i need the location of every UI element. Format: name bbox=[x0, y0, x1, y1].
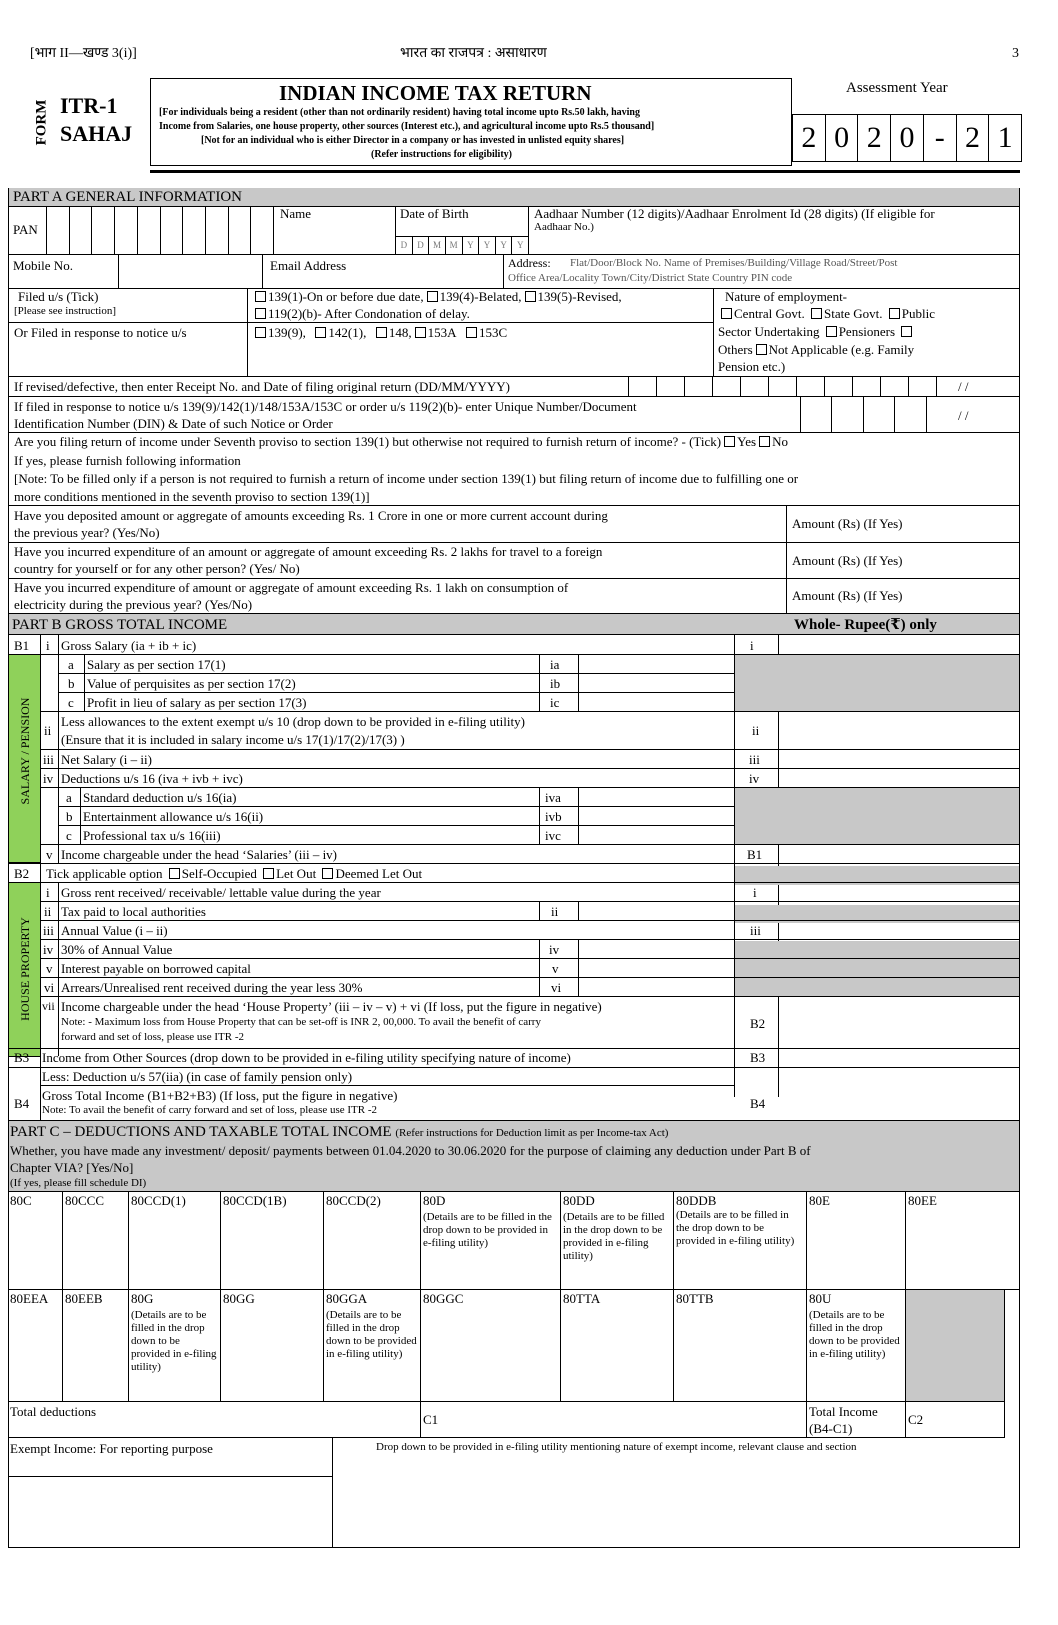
part-c-question-2: Chapter VIA? [Yes/No] bbox=[10, 1160, 134, 1175]
ded-80gga: 80GGA bbox=[326, 1291, 368, 1306]
checkbox-139-1[interactable] bbox=[255, 291, 266, 302]
amount-label-3: Amount (Rs) (If Yes) bbox=[792, 588, 903, 603]
col-ref: i bbox=[750, 638, 754, 653]
checkbox-public[interactable] bbox=[889, 308, 900, 319]
total-deductions-input[interactable] bbox=[440, 1402, 805, 1436]
ded-80ccc: 80CCC bbox=[65, 1193, 105, 1208]
ay-digit: 2 bbox=[793, 115, 826, 161]
perquisites-17-2: Value of perquisites as per section 17(2) bbox=[87, 676, 296, 691]
row-num: ii bbox=[44, 723, 52, 738]
total-deductions-label: Total deductions bbox=[10, 1404, 97, 1419]
row-num: a bbox=[68, 657, 74, 672]
checkbox-seventh-no[interactable] bbox=[759, 436, 770, 447]
header-rule bbox=[150, 170, 1020, 173]
electricity-q1: Have you incurred expenditure of amount or aggregate of amount exceeding Rs. 1 lakh on consumption of bbox=[14, 580, 569, 595]
gross-rent-input[interactable] bbox=[779, 883, 1018, 900]
gazette-part: [भाग II—खण्ड 3(i)] bbox=[30, 46, 137, 61]
checkbox-119-2b[interactable] bbox=[255, 308, 266, 319]
ded-80dd-note: (Details are to be filled in the drop down to be provided in e-filing utility) bbox=[563, 1211, 665, 1262]
interest-borrowed-input[interactable] bbox=[579, 959, 734, 976]
ded-80g: 80G bbox=[131, 1291, 154, 1306]
gross-salary-input[interactable] bbox=[779, 636, 1018, 653]
row-num: i bbox=[46, 638, 50, 653]
salary-17-1-input[interactable] bbox=[579, 655, 734, 672]
checkbox-139-4[interactable] bbox=[427, 291, 438, 302]
ay-digit: 0 bbox=[826, 115, 859, 161]
total-income-formula: (B4-C1) bbox=[809, 1421, 853, 1436]
name-label: Name bbox=[280, 206, 312, 221]
entertainment-allowance: Entertainment allowance u/s 16(ii) bbox=[83, 809, 264, 824]
b2-label: B2 bbox=[14, 866, 30, 881]
seventh-proviso-if-yes: If yes, please furnish following information bbox=[14, 453, 241, 468]
col-ref: B3 bbox=[750, 1050, 766, 1065]
profit-17-3: Profit in lieu of salary as per section 17(3) bbox=[87, 695, 307, 710]
salary-side-label: SALARY / PENSION bbox=[9, 654, 40, 863]
form-desc-1: [For individuals being a resident (other than not ordinarily resident) having total income upto Rs.50 lakh, having bbox=[159, 107, 640, 118]
notice-label: Or Filed in response to notice u/s bbox=[14, 325, 187, 340]
ded-80gg: 80GG bbox=[223, 1291, 255, 1306]
income-other-sources-input[interactable] bbox=[779, 1049, 1018, 1066]
address-label: Address: bbox=[508, 256, 551, 270]
row-num: b bbox=[68, 676, 75, 691]
ded-80e: 80E bbox=[809, 1193, 830, 1208]
gross-salary: Gross Salary (ia + ib + ic) bbox=[61, 638, 197, 653]
checkbox-139-9[interactable] bbox=[255, 327, 266, 338]
pan-input[interactable] bbox=[46, 206, 274, 254]
net-salary-input[interactable] bbox=[779, 750, 1018, 767]
checkbox-139-5[interactable] bbox=[525, 291, 536, 302]
grey-area-house-sub bbox=[735, 941, 1019, 997]
part-a-title: PART A GENERAL INFORMATION bbox=[13, 189, 242, 205]
row-num: i bbox=[46, 885, 50, 900]
income-other-sources: Income from Other Sources (drop down to be provided in e-filing utility specifying nature of income) bbox=[42, 1050, 571, 1065]
ded-80tta: 80TTA bbox=[563, 1291, 601, 1306]
checkbox-let-out[interactable] bbox=[263, 868, 274, 879]
form-header bbox=[30, 78, 1020, 164]
row-num: iii bbox=[43, 923, 54, 938]
part-a-header bbox=[9, 188, 1019, 207]
row-num: iv bbox=[43, 771, 54, 786]
gross-rent: Gross rent received/ receivable/ lettable value during the year bbox=[61, 885, 381, 900]
current-account-q2: the previous year? (Yes/No) bbox=[14, 525, 160, 540]
notice-row-2: Identification Number (DIN) & Date of such Notice or Order bbox=[14, 416, 333, 431]
income-salaries-input[interactable] bbox=[779, 845, 1018, 862]
pan-label: PAN bbox=[13, 222, 38, 237]
ay-digit: 1 bbox=[997, 121, 1013, 154]
house-property-note-2: forward and set of loss, please use ITR -2 bbox=[61, 1031, 244, 1043]
entertainment-allowance-input[interactable] bbox=[579, 807, 734, 824]
employment-options-2: Sector Undertaking Pensioners bbox=[718, 324, 914, 339]
notice-date-sep: / / bbox=[958, 408, 969, 423]
row-num: a bbox=[66, 790, 72, 805]
row-num: iii bbox=[43, 752, 54, 767]
checkbox-142-1[interactable] bbox=[315, 327, 326, 338]
b1-label: B1 bbox=[14, 638, 30, 653]
col-ref: ia bbox=[550, 657, 560, 672]
less-allowances-note: (Ensure that it is included in salary income u/s 17(1)/17(2)/17(3) ) bbox=[61, 732, 405, 747]
house-side-label: HOUSE PROPERTY bbox=[9, 882, 40, 1057]
exempt-income-label: Exempt Income: For reporting purpose bbox=[10, 1441, 213, 1456]
profit-17-3-input[interactable] bbox=[579, 693, 734, 710]
annual-value-input[interactable] bbox=[779, 921, 1018, 938]
row-num: v bbox=[46, 847, 53, 862]
ay-digit: 2 bbox=[858, 115, 891, 161]
ay-digit: 2 bbox=[957, 115, 990, 161]
gross-total-note: Note: To avail the benefit of carry forward and set of loss, please use ITR -2 bbox=[42, 1104, 378, 1116]
ded-80ddb-note: (Details are to be filled in the drop down to be provided in e-filing utility) bbox=[676, 1209, 795, 1247]
title-box bbox=[150, 78, 792, 166]
col-ref: iii bbox=[749, 752, 760, 767]
ded-80dd: 80DD bbox=[563, 1193, 595, 1208]
b4-label: B4 bbox=[14, 1096, 30, 1111]
filed-us-label: Filed u/s (Tick) bbox=[18, 289, 99, 304]
row-num: b bbox=[66, 809, 73, 824]
gross-total-income: Gross Total Income (B1+B2+B3) (If loss, put the figure in negative) bbox=[42, 1088, 398, 1103]
aadhaar-label-2: Aadhaar No.) bbox=[534, 221, 594, 233]
ded-80c: 80C bbox=[10, 1193, 32, 1208]
foreign-travel-q2: country for yourself or for any other person? (Yes/ No) bbox=[14, 561, 300, 576]
col-ref: ii bbox=[551, 904, 559, 919]
arrears-rent-input[interactable] bbox=[579, 978, 734, 995]
exempt-income-dropdown[interactable] bbox=[334, 1456, 1018, 1546]
b3-label: B3 bbox=[14, 1050, 30, 1065]
ded-80g-note: (Details are to be filled in the drop down to be provided in e-filing utility) bbox=[131, 1309, 217, 1373]
ded-80ccd2: 80CCD(2) bbox=[326, 1193, 381, 1208]
deductions-16: Deductions u/s 16 (iva + ivb + ivc) bbox=[61, 771, 243, 786]
mobile-label: Mobile No. bbox=[13, 258, 73, 273]
thirty-percent-av-input[interactable] bbox=[579, 940, 734, 957]
income-salaries: Income chargeable under the head ‘Salaries’ (iii – iv) bbox=[61, 847, 338, 862]
ded-80d: 80D bbox=[423, 1193, 446, 1208]
c1-label: C1 bbox=[423, 1412, 439, 1427]
col-ref: ivb bbox=[545, 809, 562, 824]
part-c-title: PART C – DEDUCTIONS AND TAXABLE TOTAL INCOME (Refer instructions for Deduction limit as per Income-tax Act) bbox=[10, 1124, 669, 1140]
ded-80ttb: 80TTB bbox=[676, 1291, 714, 1306]
seventh-proviso-q: Are you filing return of income under Seventh proviso to section 139(1) but otherwise not required to furnish return of income? - (Tick) Yes No bbox=[14, 434, 788, 449]
form-desc-2: Income from Salaries, one house property, other sources (Interest etc.), and agricultural income upto Rs.5 thousand] bbox=[159, 121, 655, 132]
filed-us-options-2: 119(2)(b)- After Condonation of delay. bbox=[252, 306, 470, 321]
checkbox-153a[interactable] bbox=[415, 327, 426, 338]
ded-80gga-note: (Details are to be filled in the drop down to be provided in e-filing utility) bbox=[326, 1309, 417, 1360]
net-salary: Net Salary (i – ii) bbox=[61, 752, 152, 767]
col-ref: ic bbox=[550, 695, 560, 710]
electricity-q2: electricity during the previous year? (Yes/No) bbox=[14, 597, 253, 612]
ded-80ddb: 80DDB bbox=[676, 1193, 717, 1208]
col-ref: iv bbox=[749, 771, 760, 786]
total-income-label: Total Income bbox=[809, 1404, 878, 1419]
form-title: INDIAN INCOME TAX RETURN bbox=[279, 81, 592, 105]
ded-80eeb: 80EEB bbox=[65, 1291, 103, 1306]
form-desc-4: (Refer instructions for eligibility) bbox=[371, 149, 512, 160]
tax-paid-local-input[interactable] bbox=[579, 902, 734, 919]
dob-label: Date of Birth bbox=[400, 206, 469, 221]
ded-80ggc: 80GGC bbox=[423, 1291, 464, 1306]
col-ref: i bbox=[753, 885, 757, 900]
row-num: c bbox=[68, 695, 74, 710]
arrears-rent: Arrears/Unrealised rent received during the year less 30% bbox=[61, 980, 363, 995]
checkbox-not-applicable[interactable] bbox=[756, 344, 767, 355]
house-property-note-1: Note: - Maximum loss from House Property that can be set-off is INR 2, 00,000. To avail the benefit of carry bbox=[61, 1016, 541, 1028]
employment-label: Nature of employment- bbox=[725, 289, 848, 304]
checkbox-pensioners[interactable] bbox=[826, 326, 837, 337]
col-ref: ii bbox=[752, 723, 760, 738]
professional-tax-input[interactable] bbox=[579, 826, 734, 843]
ded-80ccd1b: 80CCD(1B) bbox=[223, 1193, 287, 1208]
part-b-title: PART B GROSS TOTAL INCOME bbox=[12, 617, 228, 633]
employment-options-4: Pension etc.) bbox=[718, 359, 786, 374]
income-house-property: Income chargeable under the head ‘House Property’ (iii – iv – v) + vi (If loss, put the figure in negative) bbox=[61, 999, 602, 1014]
gross-total-income-input[interactable] bbox=[779, 1086, 1018, 1119]
c2-label: C2 bbox=[908, 1412, 924, 1427]
grey-area-salary-sub bbox=[735, 655, 1019, 711]
col-ref: v bbox=[552, 961, 559, 976]
col-ref: iii bbox=[750, 923, 761, 938]
email-label: Email Address bbox=[270, 258, 347, 273]
checkbox-self-occupied[interactable] bbox=[169, 868, 180, 879]
col-ref: iva bbox=[545, 790, 561, 805]
part-c-header bbox=[9, 1121, 1019, 1191]
standard-deduction-input[interactable] bbox=[579, 788, 734, 805]
col-ref: B1 bbox=[747, 847, 763, 862]
gazette-title: भारत का राजपत्र : असाधारण bbox=[400, 46, 547, 61]
checkbox-deemed-let-out[interactable] bbox=[322, 868, 333, 879]
row-num: iv bbox=[43, 942, 54, 957]
form-name-itr1: ITR-1 bbox=[60, 93, 118, 118]
form-label: FORM bbox=[33, 99, 50, 146]
ded-80ccd1: 80CCD(1) bbox=[131, 1193, 186, 1208]
col-ref: B2 bbox=[750, 1016, 766, 1031]
foreign-travel-q1: Have you incurred expenditure of an amount or aggregate of amount exceeding Rs. 2 lakhs for travel to a foreign bbox=[14, 544, 603, 559]
address-fields-1: Flat/Door/Block No. Name of Premises/Building/Village Road/Street/Post bbox=[570, 257, 898, 269]
filed-us-note: [Please see instruction] bbox=[14, 305, 117, 317]
checkbox-others-hidden[interactable] bbox=[901, 326, 912, 337]
ded-80u: 80U bbox=[809, 1291, 832, 1306]
notice-din-input[interactable] bbox=[800, 396, 1018, 432]
checkbox-state-govt[interactable] bbox=[811, 308, 822, 319]
col-ref: ivc bbox=[545, 828, 561, 843]
row-num: vi bbox=[44, 980, 55, 995]
perquisites-17-2-input[interactable] bbox=[579, 674, 734, 691]
part-c-question-3: (If yes, please fill schedule DI) bbox=[10, 1177, 147, 1189]
deduction-57: Less: Deduction u/s 57(iia) (in case of family pension only) bbox=[42, 1069, 353, 1084]
employment-options-1: Central Govt. State Govt. Public bbox=[718, 306, 935, 321]
ded-80eea: 80EEA bbox=[10, 1291, 49, 1306]
employment-options-3: Others Not Applicable (e.g. Family bbox=[718, 342, 915, 357]
col-ref: B4 bbox=[750, 1096, 766, 1111]
ay-digit: - bbox=[924, 115, 957, 161]
row-num: v bbox=[46, 961, 53, 976]
dob-input[interactable]: D D M M Y Y Y Y bbox=[396, 236, 528, 254]
checkbox-148[interactable] bbox=[376, 327, 387, 338]
checkbox-central-govt[interactable] bbox=[721, 308, 732, 319]
filed-us-options: 139(1)-On or before due date, 139(4)-Belated, 139(5)-Revised, bbox=[252, 289, 622, 304]
total-income-input[interactable] bbox=[926, 1402, 1004, 1436]
salary-17-1: Salary as per section 17(1) bbox=[87, 657, 226, 672]
professional-tax: Professional tax u/s 16(iii) bbox=[83, 828, 221, 843]
annual-value: Annual Value (i – ii) bbox=[61, 923, 168, 938]
assessment-year-box bbox=[792, 114, 1022, 162]
less-allowances: Less allowances to the extent exempt u/s 10 (drop down to be provided in e-filing utility) bbox=[61, 714, 525, 729]
deductions-16-input[interactable] bbox=[779, 769, 1018, 786]
interest-borrowed: Interest payable on borrowed capital bbox=[61, 961, 251, 976]
col-ref: iv bbox=[549, 942, 560, 957]
ay-digit: 0 bbox=[891, 115, 924, 161]
col-ref: ib bbox=[550, 676, 561, 691]
income-house-property-input[interactable] bbox=[779, 997, 1018, 1047]
page-number: 3 bbox=[1012, 46, 1019, 61]
address-fields-2: Office Area/Locality Town/City/District State Country PIN code bbox=[508, 272, 793, 284]
tax-paid-local: Tax paid to local authorities bbox=[61, 904, 206, 919]
form-desc-3: [Not for an individual who is either Director in a company or has invested in unlisted equity shares] bbox=[201, 135, 625, 146]
current-account-q1: Have you deposited amount or aggregate of amounts exceeding Rs. 1 Crore in one or more current account during bbox=[14, 508, 608, 523]
rupee-note: Whole- Rupee(₹) only bbox=[794, 617, 937, 633]
grey-area-deduction-sub bbox=[735, 788, 1019, 844]
amount-label-1: Amount (Rs) (If Yes) bbox=[792, 516, 903, 531]
notice-options: 139(9), 142(1), 148, 153A 153C bbox=[252, 325, 507, 340]
checkbox-seventh-yes[interactable] bbox=[724, 436, 735, 447]
row-num: c bbox=[66, 828, 72, 843]
standard-deduction: Standard deduction u/s 16(ia) bbox=[83, 790, 237, 805]
checkbox-153c[interactable] bbox=[466, 327, 477, 338]
notice-row-1: If filed in response to notice u/s 139(9)/142(1)/148/153A/153C or order u/s 119(2)(b)- enter Unique Number/Document bbox=[14, 399, 637, 414]
form-name-sahaj: SAHAJ bbox=[60, 121, 133, 146]
aadhaar-label: Aadhaar Number (12 digits)/Aadhaar Enrolment Id (28 digits) (If eligible for bbox=[534, 206, 935, 221]
less-allowances-input[interactable] bbox=[779, 712, 1018, 748]
exempt-income-note: Drop down to be provided in e-filing utility mentioning nature of exempt income, relevant clause and section bbox=[376, 1441, 857, 1453]
amount-label-2: Amount (Rs) (If Yes) bbox=[792, 553, 903, 568]
part-b-header bbox=[9, 613, 1019, 635]
seventh-proviso-note-1: [Note: To be filled only if a person is not required to furnish a return of income under section 139(1) but filing return of income due to fulfilling one or bbox=[14, 471, 799, 486]
ded-80d-note: (Details are to be filled in the drop down to be provided in e-filing utility) bbox=[423, 1211, 552, 1249]
ded-80ee: 80EE bbox=[908, 1193, 937, 1208]
tick-applicable-option: Tick applicable option Self-Occupied Let Out Deemed Let Out bbox=[46, 866, 423, 881]
thirty-percent-av: 30% of Annual Value bbox=[61, 942, 173, 957]
revised-label: If revised/defective, then enter Receipt No. and Date of filing original return (DD/MM/YYYY) bbox=[14, 379, 511, 394]
ded-80u-note: (Details are to be filled in the drop down to be provided in e-filing utility) bbox=[809, 1309, 900, 1360]
row-num: ii bbox=[44, 904, 52, 919]
grey-area-80u bbox=[906, 1290, 1004, 1401]
seventh-proviso-note-2: more conditions mentioned in the seventh proviso to section 139(1)] bbox=[14, 489, 370, 504]
row-num: vii bbox=[42, 999, 55, 1013]
revised-date-sep: / / bbox=[958, 379, 969, 394]
assessment-year-label: Assessment Year bbox=[846, 80, 948, 96]
part-c-question-1: Whether, you have made any investment/ deposit/ payments between 01.04.2020 to 30.06.2020 for the purpose of claiming any deduction under Part B of bbox=[10, 1143, 811, 1158]
col-ref: vi bbox=[551, 980, 562, 995]
